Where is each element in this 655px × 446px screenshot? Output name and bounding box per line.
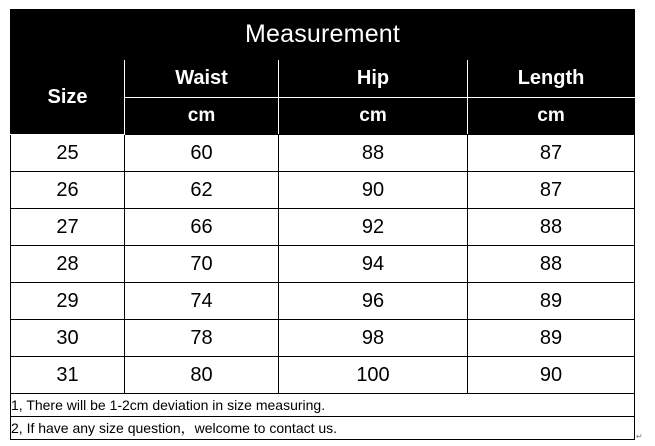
- length-cell: 87: [468, 172, 635, 209]
- table-row: [11, 209, 635, 246]
- size-cell: 29: [11, 283, 125, 320]
- note-row: [11, 417, 635, 440]
- table-row: [11, 320, 635, 357]
- waist-cell: 66: [125, 209, 279, 246]
- unit-hip: cm: [279, 98, 468, 135]
- size-cell: 25: [11, 135, 125, 172]
- table-title: Measurement: [11, 10, 635, 60]
- length-cell: 88: [468, 209, 635, 246]
- header-row: [11, 60, 635, 98]
- title-row: [11, 10, 635, 60]
- column-header-size: Size: [11, 60, 125, 135]
- size-cell: 30: [11, 320, 125, 357]
- table-row: [11, 135, 635, 172]
- length-cell: 89: [468, 320, 635, 357]
- waist-cell: 78: [125, 320, 279, 357]
- return-mark-icon: ↵: [636, 432, 643, 441]
- size-cell: 26: [11, 172, 125, 209]
- column-header-waist: Waist: [125, 60, 279, 98]
- table-row: [11, 283, 635, 320]
- note-row: [11, 394, 635, 417]
- size-cell: 31: [11, 357, 125, 394]
- waist-cell: 60: [125, 135, 279, 172]
- waist-cell: 74: [125, 283, 279, 320]
- table-row: [11, 172, 635, 209]
- hip-cell: 92: [279, 209, 468, 246]
- hip-cell: 88: [279, 135, 468, 172]
- table-row: [11, 246, 635, 283]
- column-header-hip: Hip: [279, 60, 468, 98]
- note-contact: 2, If have any size question，welcome to contact us.: [11, 417, 635, 440]
- waist-cell: 80: [125, 357, 279, 394]
- hip-cell: 90: [279, 172, 468, 209]
- unit-waist: cm: [125, 98, 279, 135]
- column-header-length: Length: [468, 60, 635, 98]
- hip-cell: 94: [279, 246, 468, 283]
- size-cell: 28: [11, 246, 125, 283]
- unit-length: cm: [468, 98, 635, 135]
- hip-cell: 98: [279, 320, 468, 357]
- hip-cell: 100: [279, 357, 468, 394]
- length-cell: 88: [468, 246, 635, 283]
- hip-cell: 96: [279, 283, 468, 320]
- length-cell: 87: [468, 135, 635, 172]
- note-deviation: 1, There will be 1-2cm deviation in size measuring.: [11, 394, 635, 417]
- size-chart-table: [10, 9, 635, 440]
- size-cell: 27: [11, 209, 125, 246]
- waist-cell: 62: [125, 172, 279, 209]
- waist-cell: 70: [125, 246, 279, 283]
- table-row: [11, 357, 635, 394]
- length-cell: 89: [468, 283, 635, 320]
- length-cell: 90: [468, 357, 635, 394]
